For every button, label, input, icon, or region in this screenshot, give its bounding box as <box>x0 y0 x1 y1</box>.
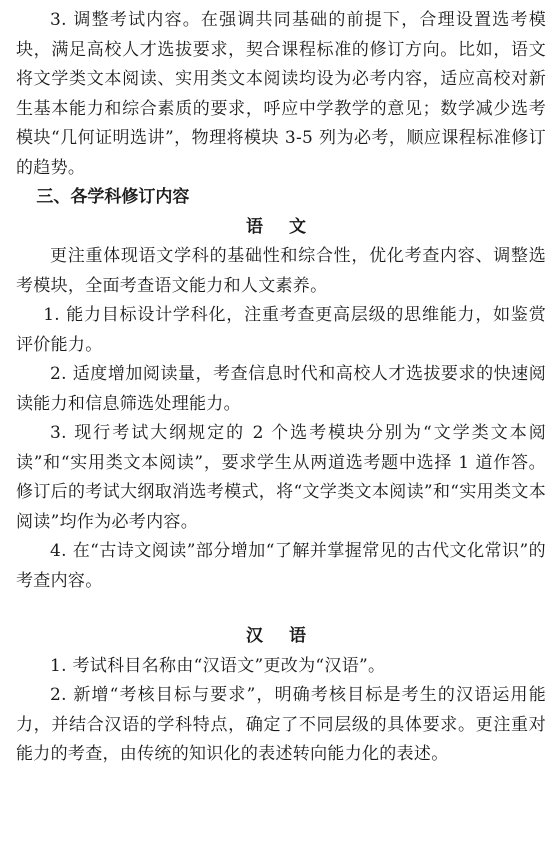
yuwen-item-2: 2. 适度增加阅读量，考查信息时代和高校人才选拔要求的快速阅读能力和信息筛选处理能力。 <box>16 364 546 414</box>
subject-title-hanyu: 汉 语 <box>246 626 316 646</box>
hanyu-item-1: 1. 考试科目名称由“汉语文”更改为“汉语”。 <box>50 655 386 676</box>
yuwen-item-3: 3. 现行考试大纲规定的 2 个选考模块分别为“文学类文本阅读”和“实用类文本阅读”，要求学生从两道选考题中选择 1 道作答。修订后的考试大纲取消选考模式，将“文学类文本阅读”和“实用类文本阅读”均作为必考内容。 <box>16 423 546 532</box>
yuwen-item-4: 4. 在“古诗文阅读”部分增加“了解并掌握常见的古代文化常识”的考查内容。 <box>16 541 546 591</box>
section-spacer <box>16 596 546 622</box>
paragraph-adjust-exam-content: 3. 调整考试内容。在强调共同基础的前提下，合理设置选考模块，满足高校人才选拔要求，契合课程标准的修订方向。比如，语文将文学类文本阅读、实用类文本阅读均设为必考内容，适应高校对新生基本能力和综合素质的要求，呼应中学教学的意见；数学减少选考模块“几何证明选讲”，物理将模块 3-5 列为必考，顺应课程标准修订的趋势。 <box>16 10 546 178</box>
section-heading-subject-revisions: 三、各学科修订内容 <box>36 187 190 207</box>
hanyu-item-2: 2. 新增“考核目标与要求”，明确考核目标是考生的汉语运用能力，并结合汉语的学科特点，确定了不同层级的具体要求。更注重对能力的考查，由传统的知识化的表述转向能力化的表述。 <box>16 685 546 764</box>
subject-title-yuwen: 语 文 <box>246 216 316 237</box>
yuwen-intro: 更注重体现语文学科的基础性和综合性，优化考查内容、调整选考模块，全面考查语文能力和人文素养。 <box>16 246 546 296</box>
yuwen-item-1: 1. 能力目标设计学科化，注重考查更高层级的思维能力，如鉴赏评价能力。 <box>16 305 546 355</box>
